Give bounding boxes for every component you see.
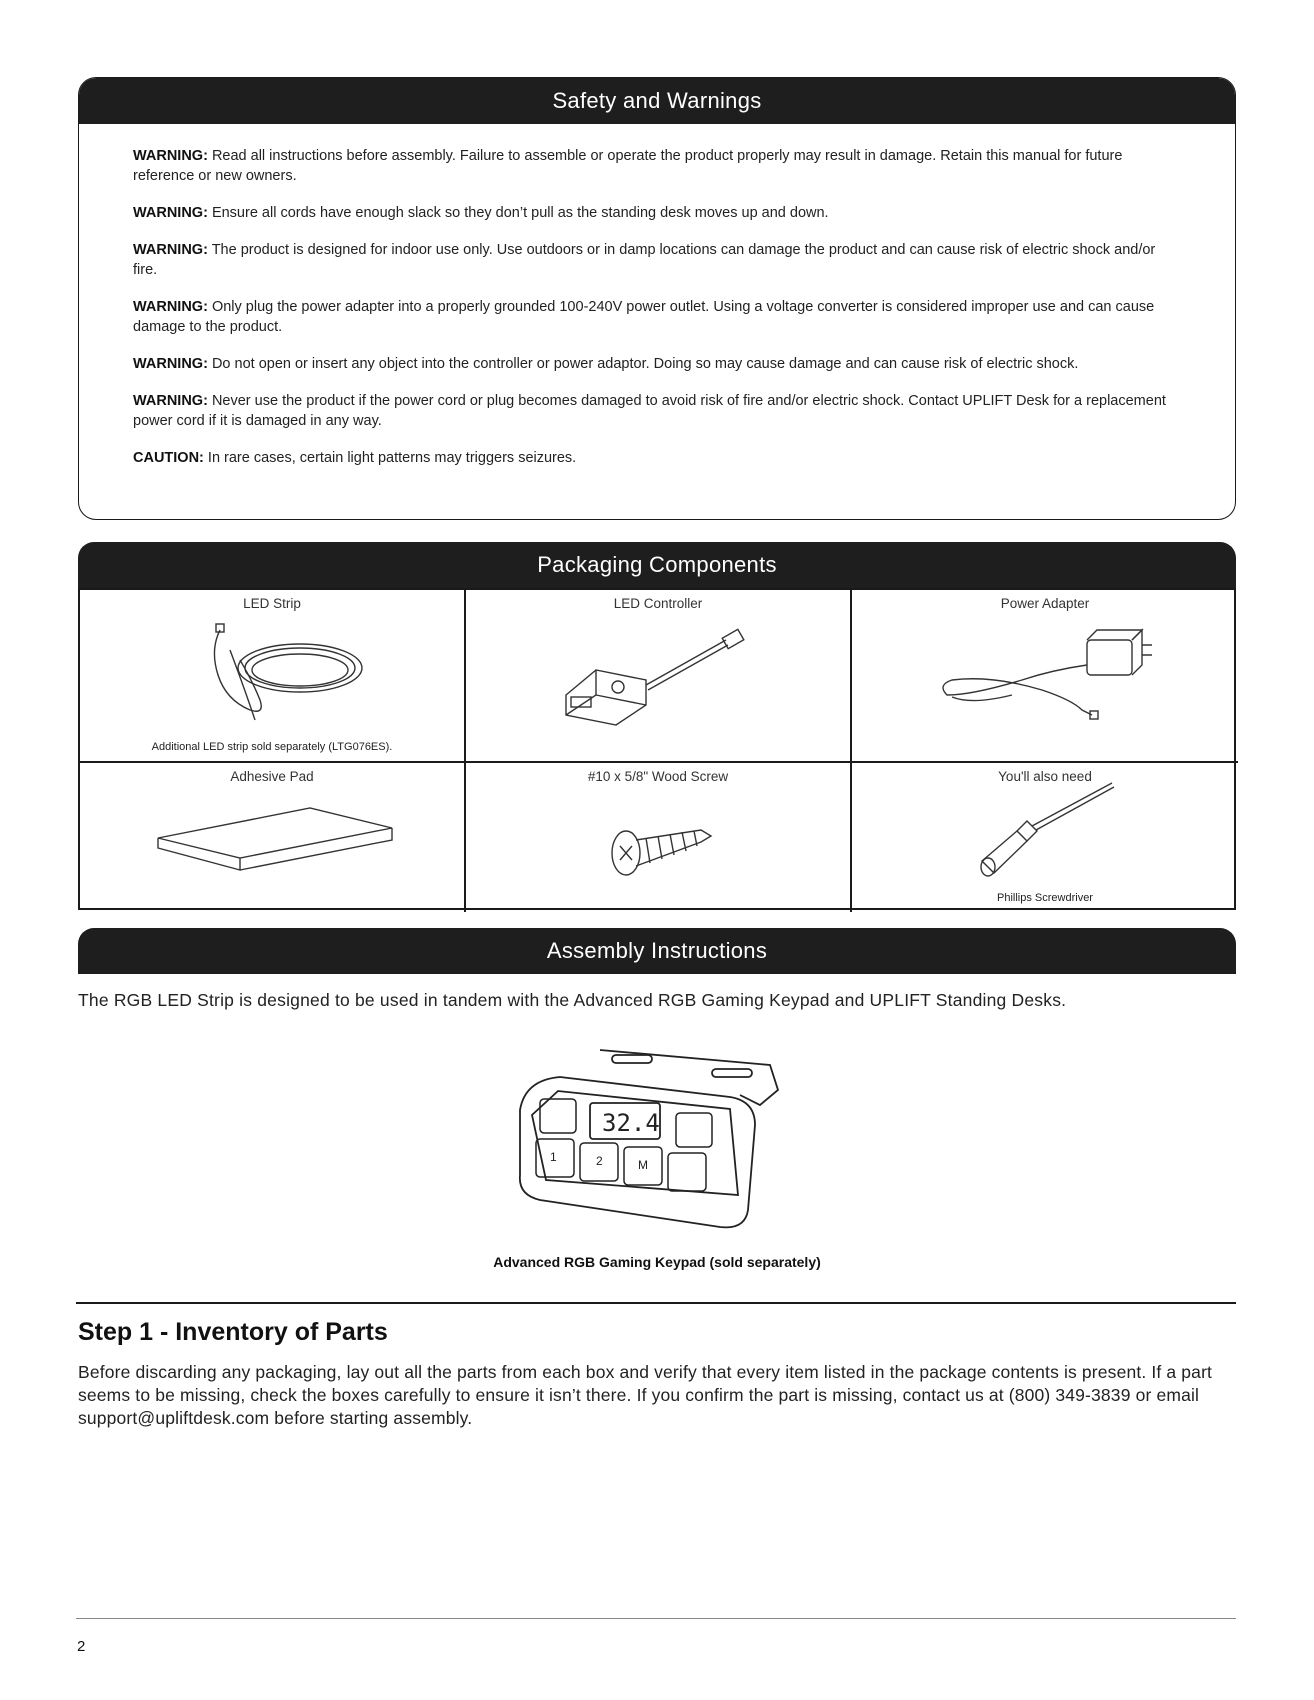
packaging-title: Packaging Components — [78, 542, 1236, 588]
warning-item: WARNING: Do not open or insert any object into the controller or power adaptor. Doing so may cause damage and can cause risk of electric shock. — [133, 356, 1079, 372]
component-label: LED Strip — [243, 596, 301, 611]
warning-item: WARNING: Only plug the power adapter into a properly grounded 100-240V power outlet. Using a voltage converter is considered improper use and can cause damage to the product. — [133, 299, 1155, 335]
warning-item: WARNING: Never use the product if the power cord or plug becomes damaged to avoid risk of fire and/or electric shock. Contact UPLIFT Desk for a replacement power cord if it is damaged in any way. — [133, 393, 1166, 429]
component-note: Additional LED strip sold separately (LTG076ES). — [151, 741, 393, 753]
led-strip-icon — [190, 620, 370, 730]
component-led-strip — [80, 590, 466, 763]
keypad-key-label: 1 — [550, 1150, 557, 1164]
section-divider — [76, 1302, 1236, 1304]
packaging-grid — [78, 588, 1236, 910]
wood-screw-icon — [606, 808, 716, 888]
assembly-title: Assembly Instructions — [78, 928, 1236, 974]
warnings-list — [79, 124, 1235, 468]
keypad-display-text: 32.4 — [602, 1109, 660, 1137]
screwdriver-icon — [972, 781, 1122, 881]
page-number: 2 — [77, 1638, 86, 1655]
component-label: LED Controller — [613, 596, 703, 611]
keypad-key-label: 2 — [596, 1154, 603, 1168]
keypad-caption: Advanced RGB Gaming Keypad (sold separately) — [493, 1254, 821, 1270]
warning-item: WARNING: Read all instructions before assembly. Failure to assemble or operate the product properly may result in damage. Retain this manual for future reference or new owners. — [133, 148, 1123, 184]
keypad-icon — [500, 1035, 800, 1235]
component-label: Adhesive Pad — [230, 769, 314, 784]
component-wood-screw — [466, 763, 852, 912]
component-label: You'll also need — [998, 769, 1092, 784]
footer-divider — [76, 1618, 1236, 1619]
warning-item: WARNING: The product is designed for indoor use only. Use outdoors or in damp locations can damage the product and can cause risk of electric shock and/or fire. — [133, 242, 1156, 278]
caution-item: CAUTION: In rare cases, certain light patterns may triggers seizures. — [133, 450, 577, 466]
component-label: Power Adapter — [1000, 596, 1090, 611]
component-note: Phillips Screwdriver — [997, 892, 1093, 904]
component-power-adapter — [852, 590, 1238, 763]
warning-item: WARNING: Ensure all cords have enough slack so they don’t pull as the standing desk moves up and down. — [133, 205, 829, 221]
safety-panel — [78, 77, 1236, 520]
component-adhesive-pad — [80, 763, 466, 912]
assembly-intro: The RGB LED Strip is designed to be used in tandem with the Advanced RGB Gaming Keypad and UPLIFT Standing Desks. — [78, 990, 1067, 1010]
component-led-controller — [466, 590, 852, 763]
adhesive-pad-icon — [150, 798, 400, 888]
step-body: Before discarding any packaging, lay out all the parts from each box and verify that every item listed in the package contents is present. If a part seems to be missing, check the boxes carefully to ensure it isn’t there. If you confirm the part is missing, contact us at (800) 349-3839 or email support@upliftdesk.com before starting assembly. — [78, 1362, 1213, 1428]
component-label: #10 x 5/8" Wood Screw — [587, 769, 729, 784]
keypad-key-label: M — [638, 1158, 648, 1172]
component-screwdriver — [852, 763, 1238, 912]
safety-title: Safety and Warnings — [79, 78, 1235, 124]
gaming-keypad-illustration — [500, 1035, 800, 1235]
step-title: Step 1 - Inventory of Parts — [78, 1318, 388, 1346]
led-controller-icon — [556, 625, 766, 735]
power-adapter-icon — [932, 625, 1162, 735]
